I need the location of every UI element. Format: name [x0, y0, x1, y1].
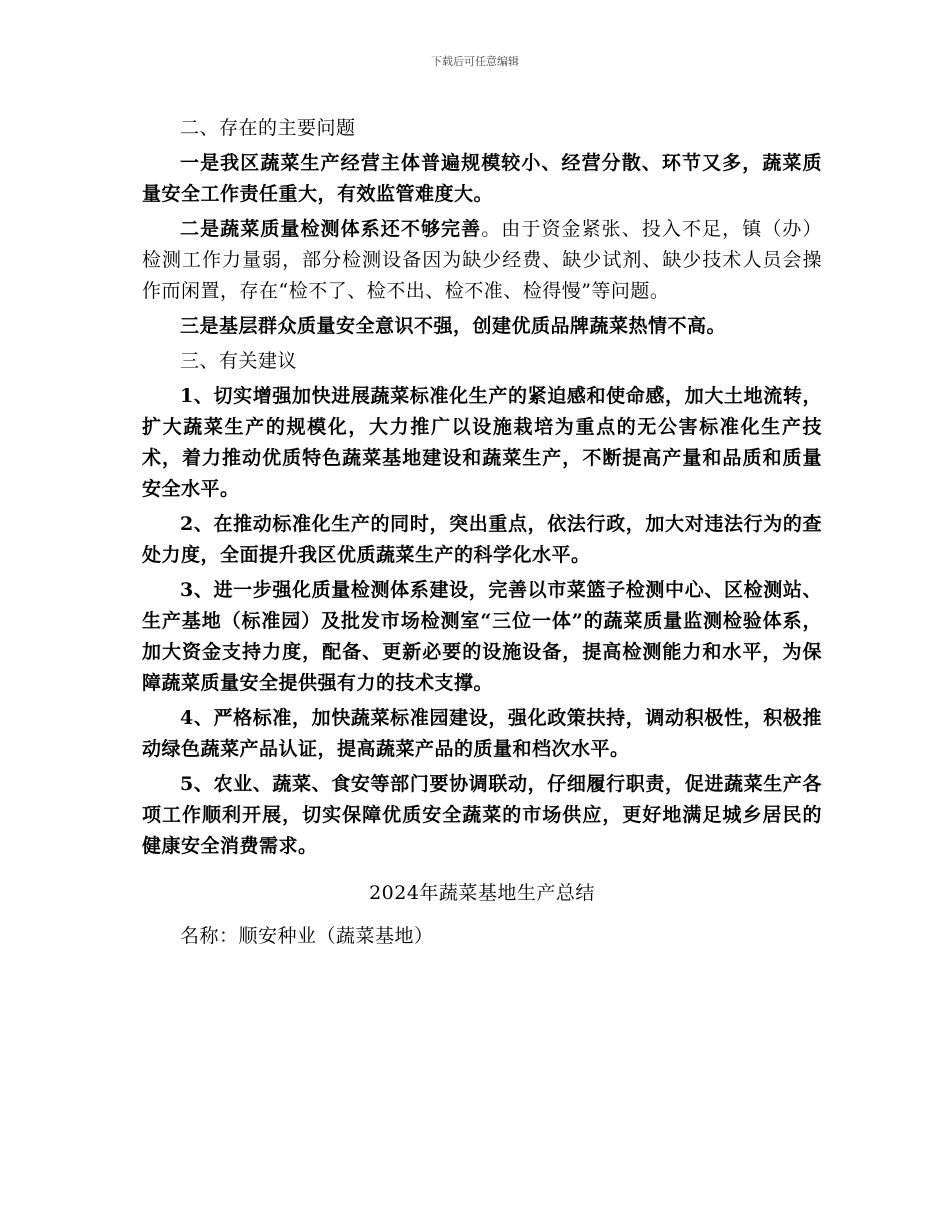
document-body — [142, 113, 822, 952]
paragraph-suggestion-4: 4、严格标准，加快蔬菜标准园建设，强化政策扶持，调动积极性，积极推动绿色蔬菜产品认证，提高蔬菜产品的质量和档次水平。 — [142, 707, 822, 760]
header-note: 下载后可任意编辑 — [431, 55, 519, 68]
paragraph-suggestion-3: 3、进一步强化质量检测体系建设，完善以市菜篮子检测中心、区检测站、生产基地（标准园）及批发市场检测室“三位一体”的蔬菜质量监测检验体系，加大资金支持力度，配备、更新必要的设施设备，提高检测能力和水平，为保障蔬菜质量安全提供强有力的技术支撑。 — [142, 579, 822, 694]
paragraph-problem-2 — [142, 214, 822, 307]
problem-2-detail: 。由于资金紧张、投入不足，镇（办）检测工作力量弱，部分检测设备因为缺少经费、缺少试剂、缺少技术人员会操作而闲置，存在“检不了、检不出、检不准、检得慢”等问题。 — [142, 218, 822, 302]
paragraph-suggestion-2: 2、在推动标准化生产的同时，突出重点，依法行政，加大对违法行为的查处力度，全面提升我区优质蔬菜生产的科学化水平。 — [142, 513, 822, 566]
paragraph-suggestion-5: 5、农业、蔬菜、食安等部门要协调联动，仔细履行职责，促进蔬菜生产各项工作顺利开展，切实保障优质安全蔬菜的市场供应，更好地满足城乡居民的健康安全消费需求。 — [142, 773, 822, 857]
problem-2-lead: 二是蔬菜质量检测体系还不够完善 — [180, 218, 482, 240]
next-document-title: 2024年蔬菜基地生产总结 — [369, 882, 595, 904]
paragraph-suggestion-1: 1、切实增强加快进展蔬菜标准化生产的紧迫感和使命感，加大土地流转，扩大蔬菜生产的规模化，大力推广以设施栽培为重点的无公害标准化生产技术，着力推动优质特色蔬菜基地建设和蔬菜生产，不断提高产量和品质和质量安全水平。 — [142, 385, 822, 500]
next-document-name-line: 名称：顺安种业（蔬菜基地） — [180, 925, 434, 947]
paragraph-problem-1: 一是我区蔬菜生产经营主体普遍规模较小、经营分散、环节又多，蔬菜质量安全工作责任重大，有效监管难度大。 — [142, 152, 822, 205]
section-heading-suggestions: 三、有关建议 — [180, 350, 298, 372]
paragraph-problem-3: 三是基层群众质量安全意识不强，创建优质品牌蔬菜热情不高。 — [180, 315, 727, 337]
section-heading-problems: 二、存在的主要问题 — [180, 117, 356, 139]
